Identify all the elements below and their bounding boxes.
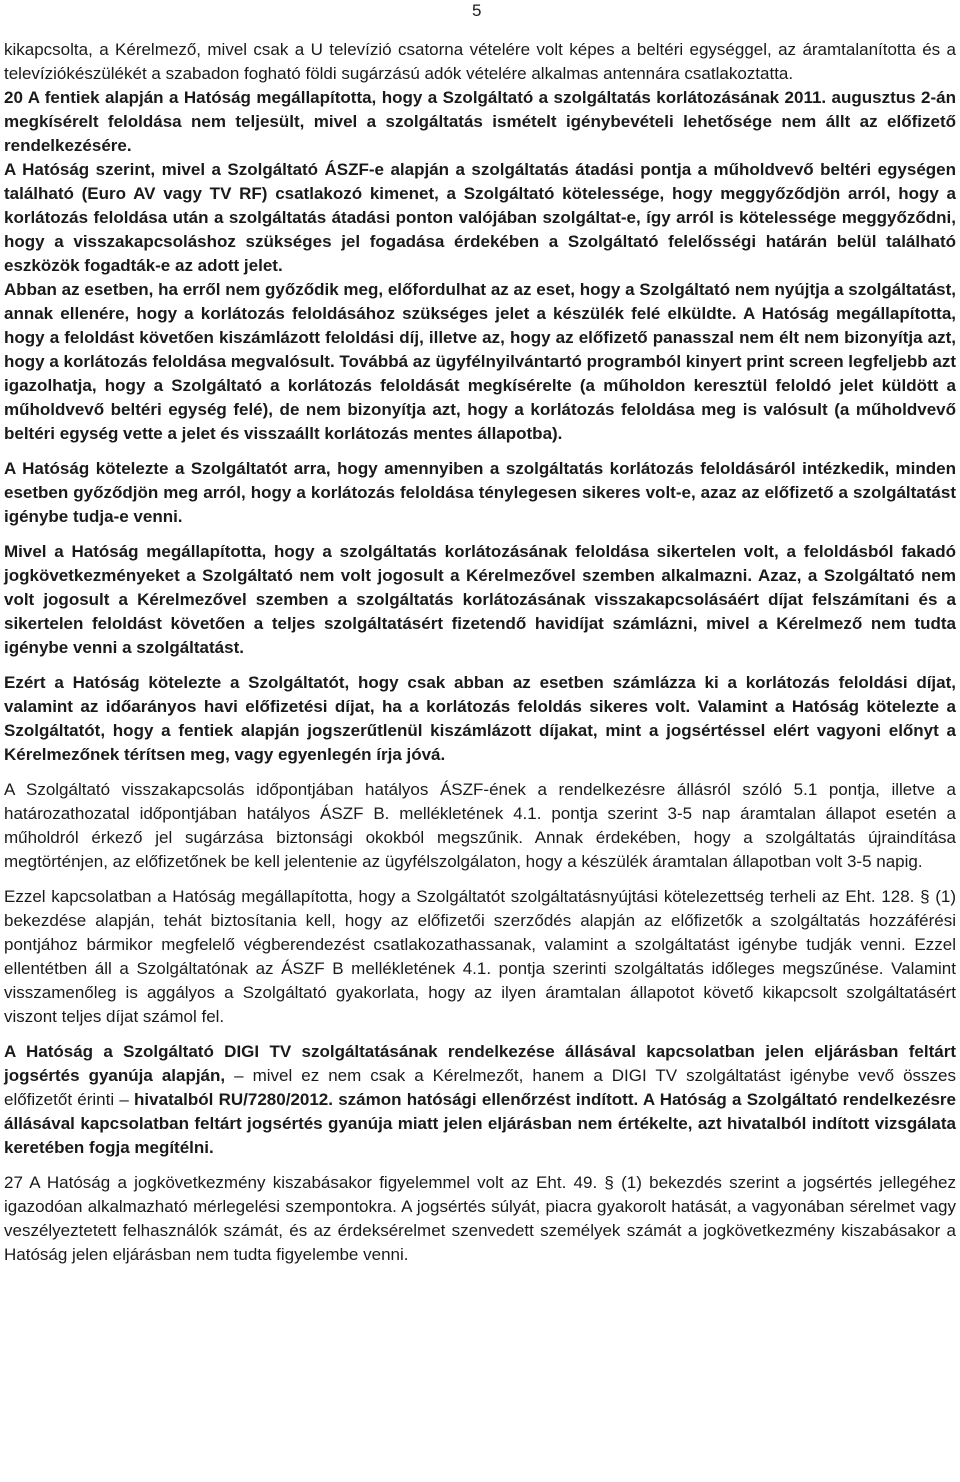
paragraph-p11: 27 A Hatóság a jogkövetkezmény kiszabásakor figyelemmel volt az Eht. 49. § (1) bekezdés szerint a jogsértés jellegéhez igazodóan alkalmazható mérlegelési szempontokra. A jogsértés súlyát, piacra gyakorolt hatását, a vagyonában sérelmet vagy veszélyeztetett felhasználók számát, és az érdeksérelmet szenvedett személyek számát a jogkövetkezmény kiszabásakor a Hatóság jelen eljárásban nem tudta figyelembe venni. [4,1173,956,1264]
paragraph-p1: kikapcsolta, a Kérelmező, mivel csak a U televízió csatorna vételére volt képes a beltéri egységgel, az áramtalanította és a televíziókészülékét a szabadon fogható földi sugárzású adók vételére alkalmas antennára csatlakoztatta. [4,40,956,83]
paragraph-p10 [4,1040,956,1160]
page-number: 5 [472,1,482,20]
paragraph-p5: A Hatóság kötelezte a Szolgáltatót arra, hogy amennyiben a szolgáltatás korlátozás feloldásáról intézkedik, minden esetben győződjön meg arról, hogy a korlátozás feloldása ténylegesen sikeres volt-e, azaz az előfizető a szolgáltatást igénybe tudja-e venni. [4,459,956,526]
paragraph-p9: Ezzel kapcsolatban a Hatóság megállapította, hogy a Szolgáltatót szolgáltatásnyújtási kötelezettség terheli az Eht. 128. § (1) bekezdése alapján, tehát biztosítania kell, hogy az előfizetői szerződés alapján az előfizetők a szolgáltatás hozzáférési pontjához bármikor megfelelő végberendezést csatlakozathassanak, valamint a szolgáltatást igénybe tudják venni. Ezzel ellentétben áll a Szolgáltatónak az ÁSZF B mellékletének 4.1. pontja szerinti szolgáltatás időleges megszűnése. Valamint visszamenőleg is aggályos a Szolgáltató gyakorlata, hogy az ilyen áramtalan állapotot követő kikapcsolt szolgáltatásért viszont teljes díjat számol fel. [4,887,956,1026]
paragraph-p6: Mivel a Hatóság megállapította, hogy a szolgáltatás korlátozásának feloldása sikertelen volt, a feloldásból fakadó jogkövetkezményeket a Szolgáltató nem volt jogosult a Kérelmezővel szemben alkalmazni. Azaz, a Szolgáltató nem volt jogosult a Kérelmezővel szemben a szolgáltatás korlátozásának visszakapcsolásáért díjat felszámítani és a sikertelen feloldást követően a teljes szolgáltatásért fizetendő havidíjat számlázni, mivel a Kérelmező nem tudta igénybe venni a szolgáltatást. [4,542,956,657]
document-body [4,38,956,1267]
paragraph-p8: A Szolgáltató visszakapcsolás időpontjában hatályos ÁSZF-ének a rendelkezésre állásról szóló 5.1 pontja, illetve a határozathozatal időpontjában hatályos ÁSZF B. mellékletének 4.1. pontja szerint 3-5 nap áramtalan állapot esetén a műholdról érkező jel sugárzása biztonsági okokból megszűnik. Annak érdekében, hogy a szolgáltatás újraindítása megtörténjen, az előfizetőnek be kell jelentenie az ügyfélszolgálaton, hogy a készülék áramtalan állapotban volt 3-5 napig. [4,780,956,871]
paragraph-p7: Ezért a Hatóság kötelezte a Szolgáltatót, hogy csak abban az esetben számlázza ki a korlátozás feloldási díjat, valamint az időarányos havi előfizetési díjat, ha a korlátozás feloldás sikeres volt. Valamint a Hatóság kötelezte a Szolgáltatót, hogy a fentiek alapján jogszerűtlenül kiszámlázott díjakat, mint a jogsértéssel elért vagyoni előnyt a Kérelmezőnek térítsen meg, vagy egyenlegén írja jóvá. [4,673,956,764]
paragraph-p10-segment-2: hivatalból RU/7280/2012. számon hatósági ellenőrzést indított. A Hatóság a Szolgáltató rendelkezésre állásával kapcsolatban feltárt jogsértés gyanúja miatt jelen eljárásban nem értékelte, azt hivatalból indított vizsgálata keretében fogja megítélni. [4,1090,956,1157]
paragraph-p3: A Hatóság szerint, mivel a Szolgáltató ÁSZF-e alapján a szolgáltatás átadási pontja a műholdvevő beltéri egységen található (Euro AV vagy TV RF) csatlakozó kimenet, a Szolgáltató kötelessége, hogy meggyőződjön arról, hogy a korlátozás feloldása után a szolgáltatás átadási ponton valójában szolgáltat-e, így arról is kötelessége meggyőződni, hogy a visszakapcsoláshoz szükséges jel fogadása érdekében a Szolgáltató felelősségi határán belül található eszközök fogadták-e az adott jelet. [4,160,956,275]
paragraph-p2: 20 A fentiek alapján a Hatóság megállapította, hogy a Szolgáltató a szolgáltatás korlátozásának 2011. augusztus 2-án megkísérelt feloldása nem teljesült, mivel a szolgáltatás ismételt igénybevételi lehetősége nem állt az előfizető rendelkezésére. [4,88,956,155]
paragraph-p10-segment-0: A Hatóság a Szolgáltató DIGI TV szolgáltatásának rendelkezése állásával kapcsolatban jelen eljárásban feltárt jogsértés gyanúja alapján, [4,1042,956,1085]
paragraph-p10-segment-1: – mivel ez nem csak a Kérelmezőt, hanem a DIGI TV szolgáltatást igénybe vevő összes előfizetőt érinti – [4,1066,956,1109]
paragraph-p4: Abban az esetben, ha erről nem győződik meg, előfordulhat az az eset, hogy a Szolgáltató nem nyújtja a szolgáltatást, annak ellenére, hogy a korlátozás feloldásához szükséges jelet a készülék felé elküldte. A Hatóság megállapította, hogy a feloldást követően kiszámlázott feloldási díj, illetve az, hogy az előfizető panasszal nem élt nem bizonyítja azt, hogy a korlátozás feloldása megvalósult. Továbbá az ügyfélnyilvántartó programból kinyert print screen legfeljebb azt igazolhatja, hogy a Szolgáltató a korlátozás feloldását megkísérelte (a műholdon keresztül feloldó jelet küldött a műholdvevő beltéri egység felé), de nem bizonyítja azt, hogy a korlátozás feloldása meg is valósult (a műholdvevő beltéri egység vette a jelet és visszaállt korlátozás mentes állapotba). [4,280,956,443]
